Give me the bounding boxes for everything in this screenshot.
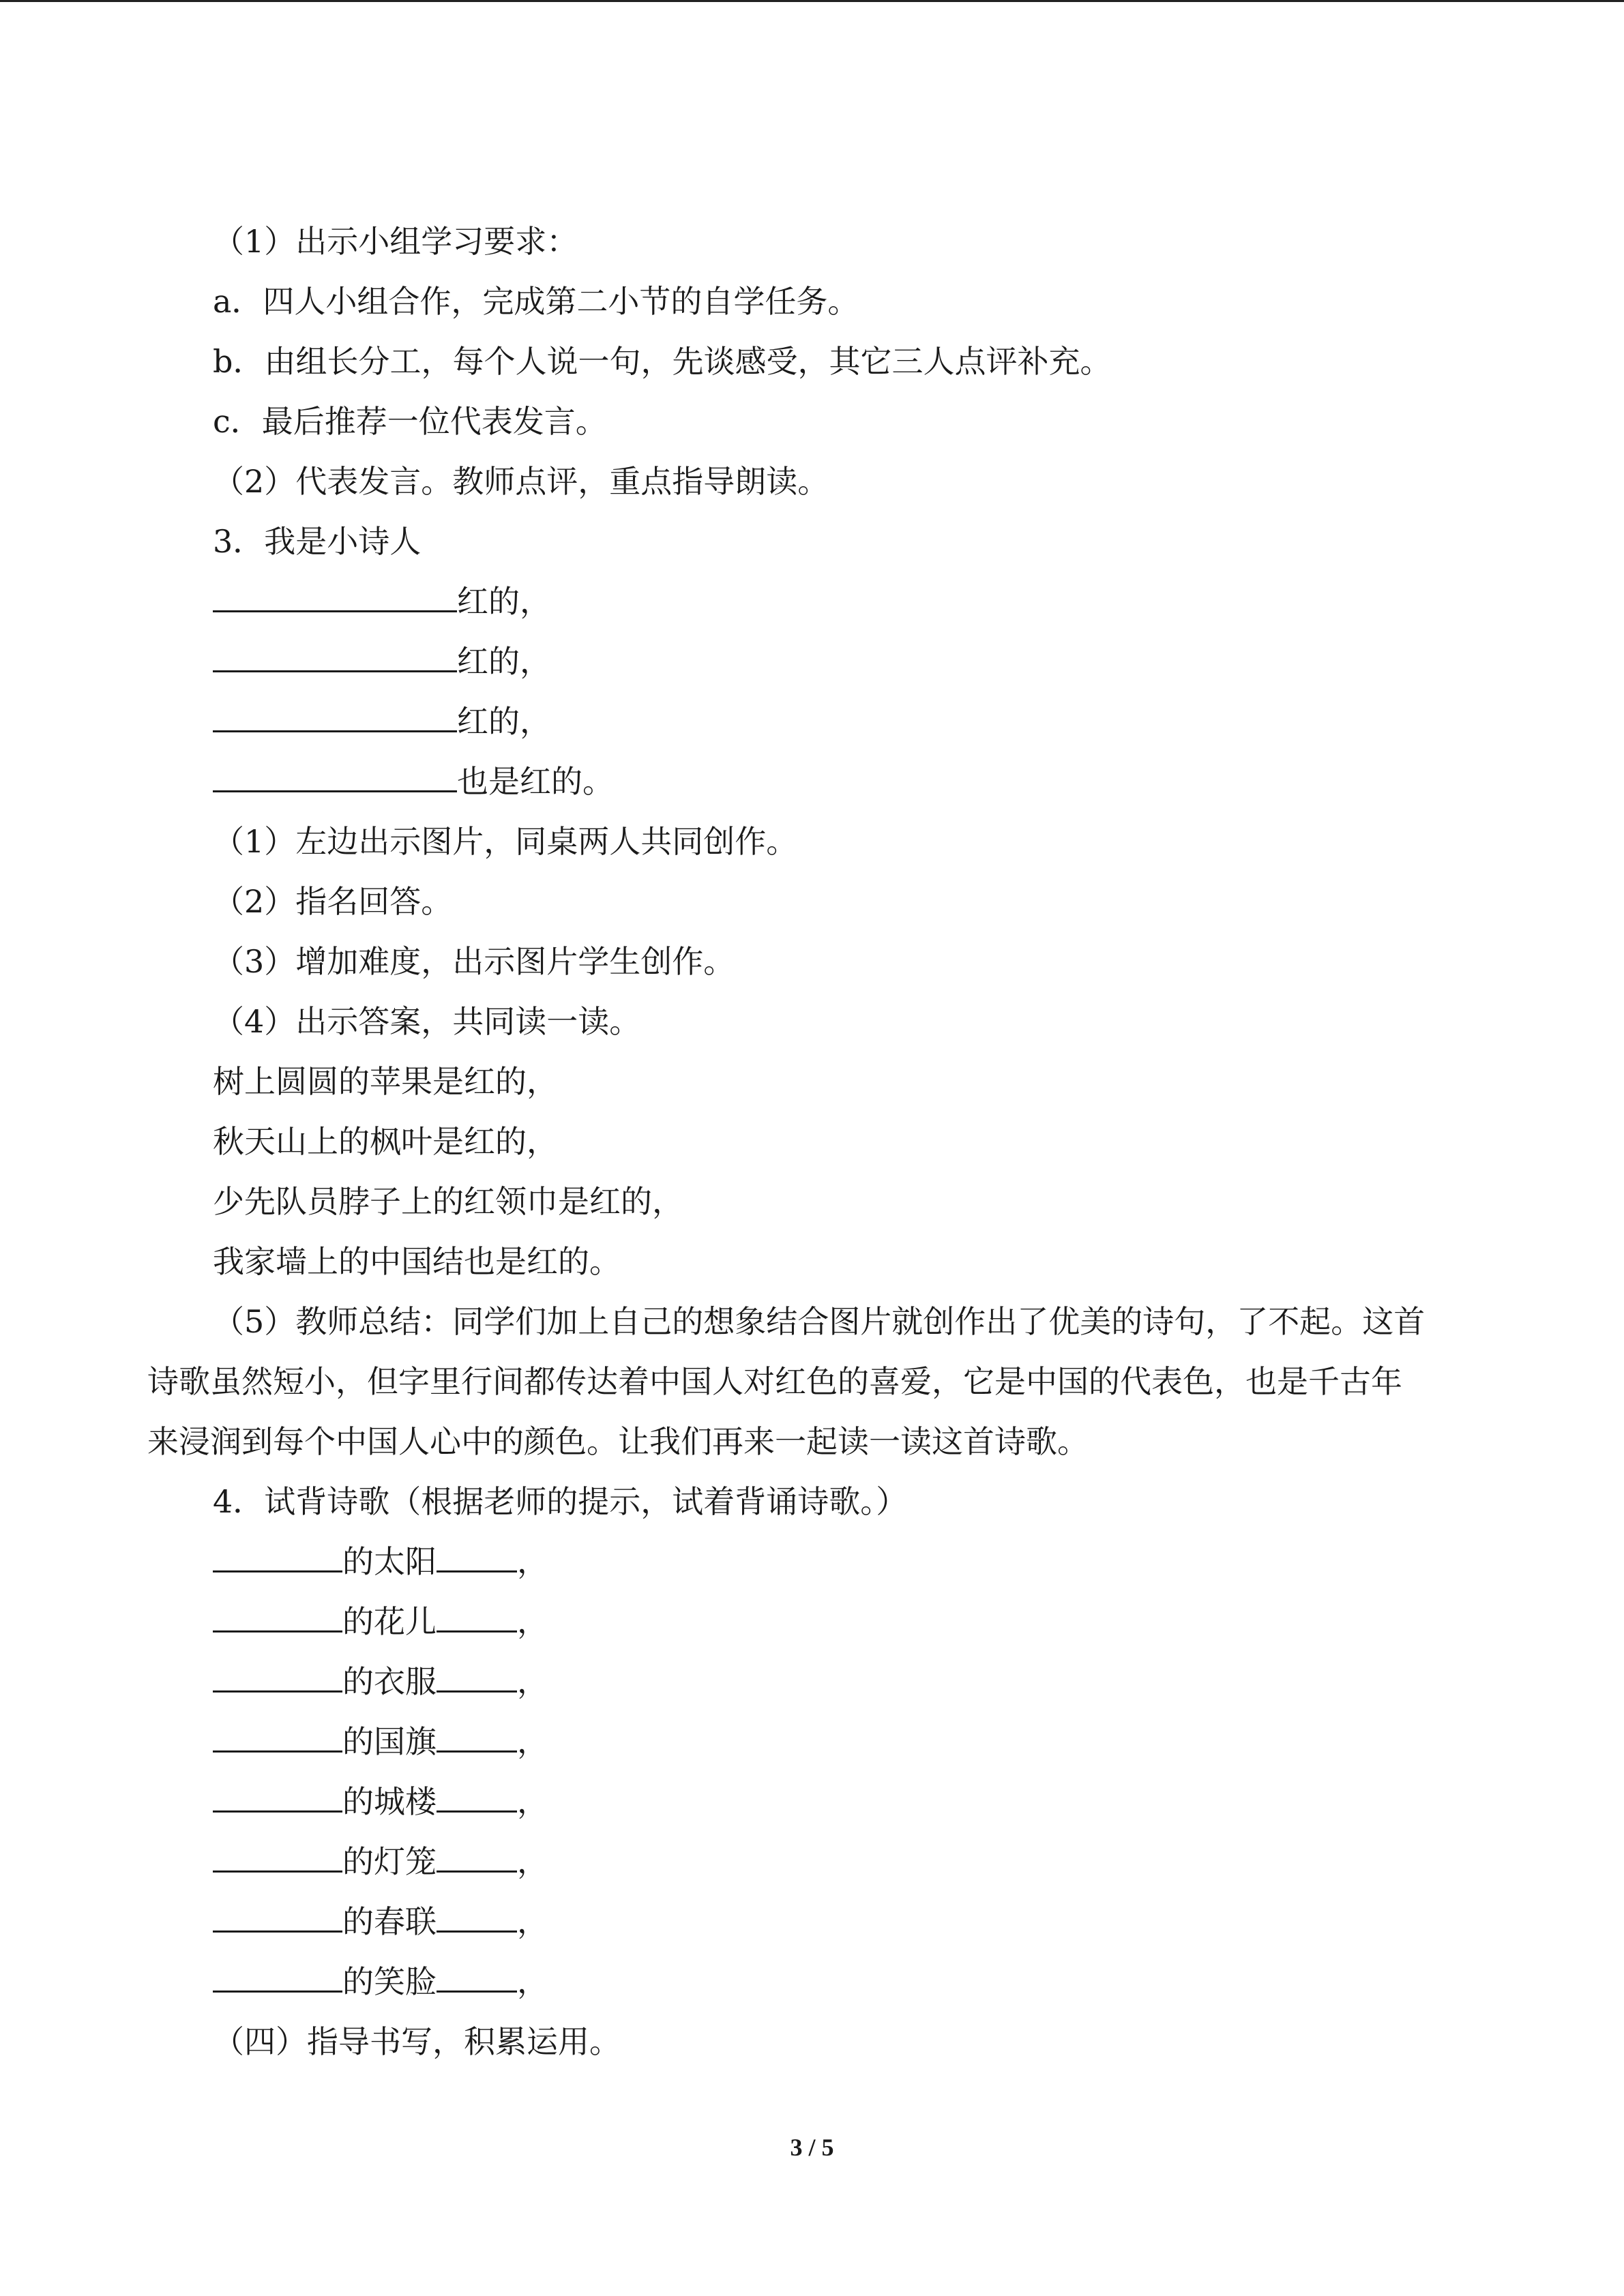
recite-text: 的国旗 xyxy=(342,1723,437,1760)
recite-line xyxy=(213,1952,1624,2012)
recite-line xyxy=(213,1652,1624,1712)
fill-text: 红的， xyxy=(457,643,551,680)
recite-comma: ， xyxy=(517,1963,548,2000)
section-heading: 4．试背诗歌（根据老师的提示，试着背诵诗歌。） xyxy=(213,1483,908,1520)
top-border xyxy=(0,0,1624,2)
fill-text: 红的， xyxy=(457,703,551,740)
blank xyxy=(213,572,457,612)
blank xyxy=(213,1832,342,1873)
fill-text: 也是红的。 xyxy=(457,763,614,800)
blank xyxy=(437,1772,517,1813)
fill-line xyxy=(213,691,1624,751)
recite-comma: ， xyxy=(517,1843,548,1880)
blank xyxy=(437,1592,517,1632)
recite-text: 的城楼 xyxy=(342,1783,437,1820)
blank xyxy=(213,1652,342,1693)
fill-line xyxy=(213,751,1624,811)
blank xyxy=(213,1892,342,1933)
recite-comma: ， xyxy=(517,1663,548,1700)
recite-line xyxy=(213,1832,1624,1892)
page-number: 3 / 5 xyxy=(790,2134,834,2161)
text-line: （1）出示小组学习要求： xyxy=(213,223,578,260)
text-line: （1）左边出示图片，同桌两人共同创作。 xyxy=(213,823,798,860)
text-line: （2）指名回答。 xyxy=(213,883,453,920)
recite-line xyxy=(213,1592,1624,1652)
blank xyxy=(213,1592,342,1632)
blank xyxy=(437,1532,517,1572)
recite-text: 的春联 xyxy=(342,1903,437,1940)
text-line: c．最后推荐一位代表发言。 xyxy=(213,403,607,440)
content xyxy=(0,211,1624,2072)
blank xyxy=(437,1832,517,1873)
poem-line: 秋天山上的枫叶是红的， xyxy=(213,1123,558,1160)
blank xyxy=(213,752,457,792)
recite-comma: ， xyxy=(517,1903,548,1940)
recite-comma: ， xyxy=(517,1543,548,1580)
recite-text: 的灯笼 xyxy=(342,1843,437,1880)
recite-line xyxy=(213,1532,1624,1592)
recite-text: 的笑脸 xyxy=(342,1963,437,2000)
fill-line xyxy=(213,571,1624,631)
text-line: a．四人小组合作，完成第二小节的自学任务。 xyxy=(213,283,859,320)
recite-line xyxy=(213,1712,1624,1772)
recite-text: 的衣服 xyxy=(342,1663,437,1700)
text-line: （4）出示答案，共同读一读。 xyxy=(213,1003,641,1040)
recite-text: 的花儿 xyxy=(342,1603,437,1640)
poem-line: 我家墙上的中国结也是红的。 xyxy=(213,1243,621,1280)
fill-text: 红的， xyxy=(457,583,551,620)
recite-line xyxy=(213,1772,1624,1832)
blank xyxy=(213,632,457,672)
text-line: （3）增加难度，出示图片学生创作。 xyxy=(213,943,735,980)
recite-comma: ， xyxy=(517,1783,548,1820)
final-heading: （四）指导书写，积累运用。 xyxy=(213,2023,621,2060)
blank xyxy=(437,1712,517,1753)
blank xyxy=(213,1772,342,1813)
blank xyxy=(213,1952,342,1993)
blank xyxy=(437,1652,517,1693)
poem-line: 树上圆圆的苹果是红的， xyxy=(213,1063,558,1100)
recite-text: 的太阳 xyxy=(342,1543,437,1580)
text-line: b．由组长分工，每个人说一句，先谈感受，其它三人点评补充。 xyxy=(213,343,1112,380)
blank xyxy=(213,692,457,732)
recite-comma: ， xyxy=(517,1603,548,1640)
fill-line xyxy=(213,631,1624,691)
recite-comma: ， xyxy=(517,1723,548,1760)
summary-line: 来浸润到每个中国人心中的颜色。让我们再来一起读一读这首诗歌。 xyxy=(147,1423,1089,1460)
section-heading: 3．我是小诗人 xyxy=(213,523,422,560)
summary-line: 诗歌虽然短小，但字里行间都传达着中国人对红色的喜爱，它是中国的代表色，也是千古年 xyxy=(147,1363,1402,1400)
poem-line: 少先队员脖子上的红领巾是红的， xyxy=(213,1183,683,1220)
summary-line: （5）教师总结：同学们加上自己的想象结合图片就创作出了优美的诗句，了不起。这首 xyxy=(213,1303,1426,1340)
recite-line xyxy=(213,1892,1624,1952)
blank xyxy=(213,1712,342,1753)
blank xyxy=(437,1892,517,1933)
blank xyxy=(437,1952,517,1993)
text-line: （2）代表发言。教师点评，重点指导朗读。 xyxy=(213,463,829,500)
blank xyxy=(213,1532,342,1572)
